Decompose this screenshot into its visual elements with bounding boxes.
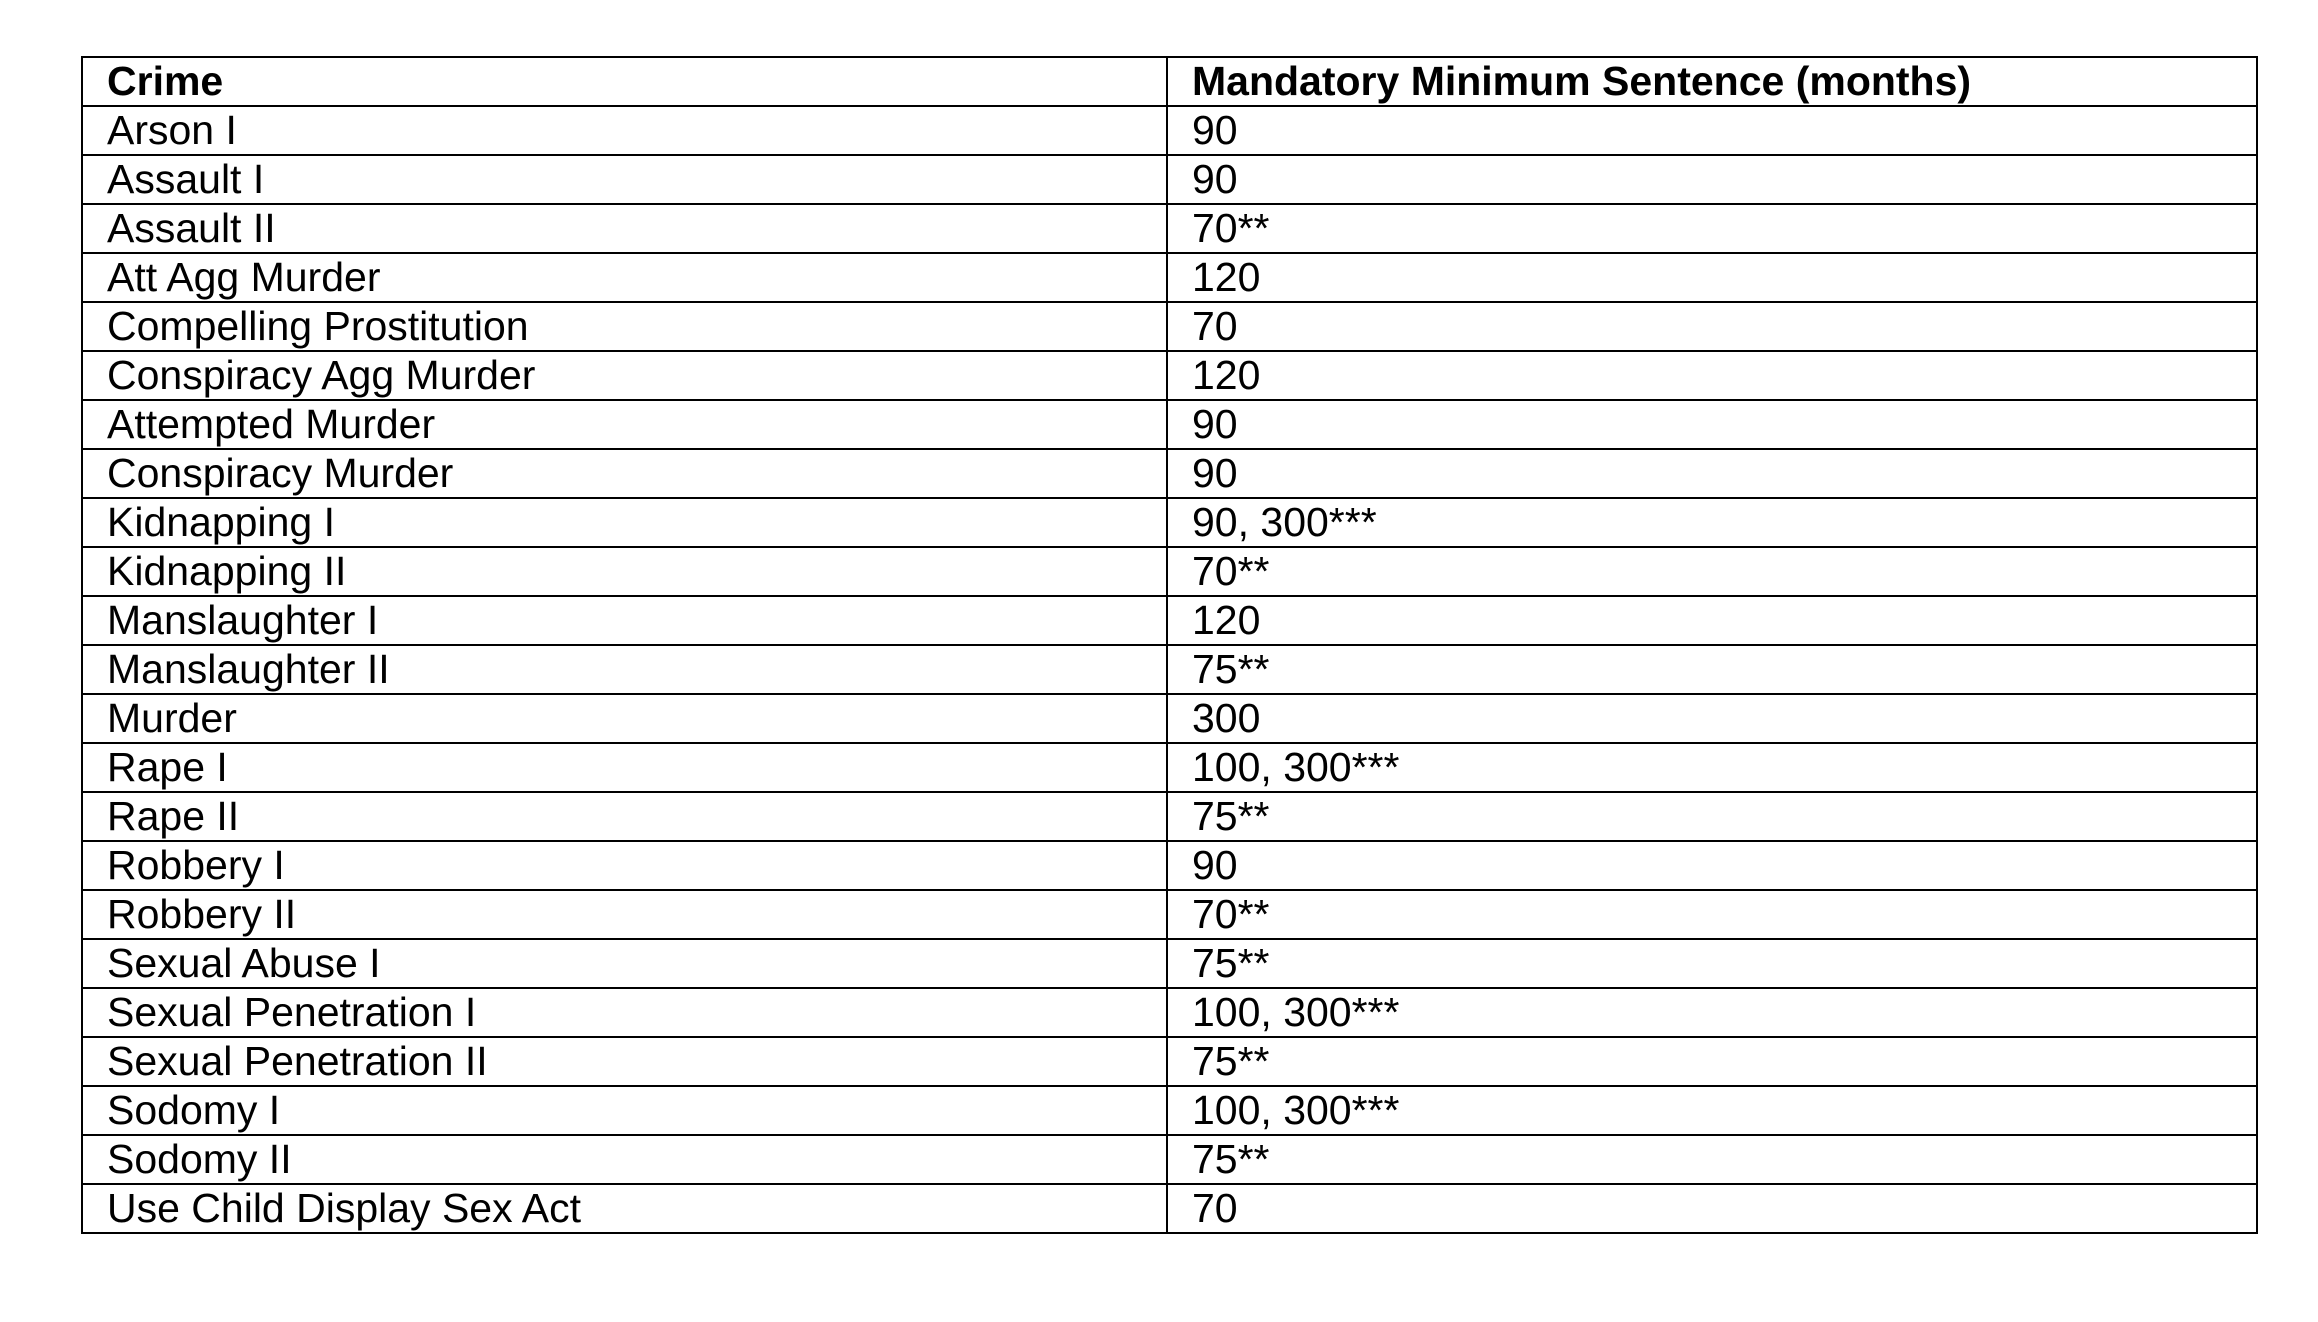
crime-cell: Robbery II — [82, 890, 1167, 939]
sentence-cell: 120 — [1167, 596, 2257, 645]
table-row — [82, 645, 2257, 694]
crime-cell: Rape I — [82, 743, 1167, 792]
table-row — [82, 547, 2257, 596]
table-row — [82, 841, 2257, 890]
table-body — [82, 106, 2257, 1233]
header-crime: Crime — [82, 57, 1167, 106]
sentence-cell: 70** — [1167, 204, 2257, 253]
table-header-row — [82, 57, 2257, 106]
table-row — [82, 1184, 2257, 1233]
table-row — [82, 1135, 2257, 1184]
crime-cell: Att Agg Murder — [82, 253, 1167, 302]
sentence-cell: 70** — [1167, 890, 2257, 939]
header-mandatory-minimum-sentence: Mandatory Minimum Sentence (months) — [1167, 57, 2257, 106]
table-row — [82, 792, 2257, 841]
crime-cell: Manslaughter I — [82, 596, 1167, 645]
crime-cell: Conspiracy Agg Murder — [82, 351, 1167, 400]
crime-cell: Sexual Penetration II — [82, 1037, 1167, 1086]
crime-cell: Compelling Prostitution — [82, 302, 1167, 351]
table-row — [82, 1086, 2257, 1135]
table-row — [82, 596, 2257, 645]
sentence-cell: 300 — [1167, 694, 2257, 743]
sentence-cell: 90 — [1167, 155, 2257, 204]
sentence-cell: 75** — [1167, 939, 2257, 988]
crime-cell: Use Child Display Sex Act — [82, 1184, 1167, 1233]
crime-cell: Robbery I — [82, 841, 1167, 890]
sentence-cell: 75** — [1167, 792, 2257, 841]
sentence-cell: 70** — [1167, 547, 2257, 596]
table-row — [82, 400, 2257, 449]
table-row — [82, 204, 2257, 253]
crime-cell: Sodomy I — [82, 1086, 1167, 1135]
table-row — [82, 302, 2257, 351]
crime-cell: Arson I — [82, 106, 1167, 155]
table-row — [82, 988, 2257, 1037]
sentence-cell: 90 — [1167, 106, 2257, 155]
sentence-cell: 90 — [1167, 841, 2257, 890]
crime-cell: Conspiracy Murder — [82, 449, 1167, 498]
sentence-cell: 70 — [1167, 302, 2257, 351]
sentence-cell: 90, 300*** — [1167, 498, 2257, 547]
table-row — [82, 449, 2257, 498]
crime-cell: Assault II — [82, 204, 1167, 253]
crime-cell: Kidnapping I — [82, 498, 1167, 547]
sentence-cell: 75** — [1167, 1037, 2257, 1086]
crime-cell: Assault I — [82, 155, 1167, 204]
table-row — [82, 106, 2257, 155]
sentence-cell: 120 — [1167, 253, 2257, 302]
table-row — [82, 694, 2257, 743]
table-row — [82, 498, 2257, 547]
sentence-cell: 70 — [1167, 1184, 2257, 1233]
sentence-cell: 75** — [1167, 1135, 2257, 1184]
crime-cell: Sodomy II — [82, 1135, 1167, 1184]
table-row — [82, 939, 2257, 988]
mandatory-minimum-table — [81, 56, 2258, 1234]
table-row — [82, 1037, 2257, 1086]
table-row — [82, 155, 2257, 204]
sentence-cell: 100, 300*** — [1167, 1086, 2257, 1135]
sentence-cell: 75** — [1167, 645, 2257, 694]
crime-cell: Sexual Abuse I — [82, 939, 1167, 988]
crime-cell: Murder — [82, 694, 1167, 743]
crime-cell: Attempted Murder — [82, 400, 1167, 449]
crime-cell: Rape II — [82, 792, 1167, 841]
sentence-cell: 90 — [1167, 400, 2257, 449]
crime-cell: Kidnapping II — [82, 547, 1167, 596]
table-row — [82, 743, 2257, 792]
table-row — [82, 351, 2257, 400]
crime-cell: Sexual Penetration I — [82, 988, 1167, 1037]
crime-cell: Manslaughter II — [82, 645, 1167, 694]
sentence-cell: 120 — [1167, 351, 2257, 400]
sentence-cell: 100, 300*** — [1167, 988, 2257, 1037]
table-row — [82, 890, 2257, 939]
sentence-cell: 90 — [1167, 449, 2257, 498]
table-row — [82, 253, 2257, 302]
sentence-cell: 100, 300*** — [1167, 743, 2257, 792]
